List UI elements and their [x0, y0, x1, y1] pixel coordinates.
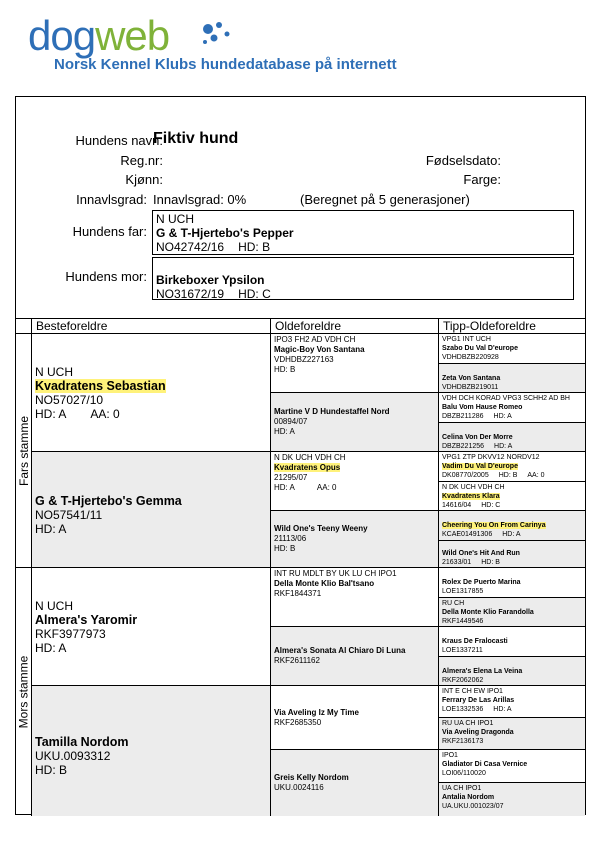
inbreeding-label: Innavlsgrad: — [76, 192, 147, 207]
header-spacer — [16, 319, 32, 334]
gggp-reg: KCAE01491306 — [442, 531, 493, 538]
regnr-label: Reg.nr: — [120, 153, 163, 168]
gggp-title: VPG1 ZTP DKVV12 NORDV12 — [442, 454, 540, 461]
gggp-hd: HD: B — [498, 472, 518, 479]
name-label: Hundens navn: — [75, 133, 163, 148]
gp-name: Tamilla Nordom — [35, 735, 129, 749]
ggp-reg: RKF2611162 — [274, 656, 320, 665]
gggp-title: VPG1 INT UCH — [442, 336, 491, 343]
gp-reg: RKF3977973 — [35, 626, 106, 641]
gggp-title: RU CH — [442, 600, 465, 607]
gggp-hd: HD: C — [481, 502, 501, 509]
gggp-reg: DBZB221256 — [442, 443, 485, 450]
gggp-name: Cheering You On From Carinya — [442, 522, 546, 529]
gggp-reg: VDHDBZB220928 — [442, 354, 499, 361]
gggp-aa: AA: 0 — [527, 472, 545, 479]
pedigree-table — [16, 318, 585, 815]
gggp-reg: LOE1317855 — [442, 588, 484, 595]
great-grandparent-3[interactable] — [271, 452, 439, 511]
ggp-name: Magic-Boy Von Santana — [274, 345, 365, 354]
gggp-name: Balu Vom Hause Romeo — [442, 404, 523, 411]
gggp-title: IPO1 — [442, 752, 458, 759]
ggp-hd: HD: B — [274, 544, 296, 553]
ggp-title: INT RU MDLT BY UK LU CH IPO1 — [274, 569, 397, 578]
ggp-reg: RKF1844371 — [274, 589, 322, 598]
gggp-reg: RKF2136173 — [442, 738, 484, 745]
logo-web: web — [95, 12, 170, 59]
mother-name: Birkeboxer Ypsilon — [156, 273, 265, 287]
gggp-reg: UA.UKU.001023/07 — [442, 803, 504, 810]
inbreeding-note: (Beregnet på 5 generasjoner) — [300, 192, 470, 207]
pedigree-document — [15, 96, 586, 815]
gggp-name: Szabo Du Val D'europe — [442, 345, 518, 352]
gggp-name: Celina Von Der Morre — [442, 434, 513, 441]
ggp-name: Via Aveling Iz My Time — [274, 707, 359, 717]
gggp-name: Wild One's Hit And Run — [442, 550, 520, 557]
gggp-title: UA CH IPO1 — [442, 785, 482, 792]
gp-name: Kvadratens Sebastian — [35, 378, 166, 393]
logo-subtitle: Norsk Kennel Klubs hundedatabase på internett — [54, 56, 397, 73]
gggp-reg: LOE1337211 — [442, 647, 483, 654]
gg-grandparent-11[interactable] — [439, 627, 585, 657]
grandparent-4[interactable] — [32, 686, 271, 816]
dog-name: Fiktiv hund — [153, 130, 239, 147]
gggp-reg: RKF2062062 — [442, 677, 484, 684]
mothers-side-label: Mors stamme — [16, 568, 32, 816]
ggp-hd: HD: B — [274, 365, 296, 374]
header-grandparents: Besteforeldre — [32, 319, 271, 334]
father-hd: HD: B — [238, 240, 271, 254]
fathers-side-label: Fars stamme — [16, 334, 32, 568]
gggp-reg: VDHDBZB219011 — [442, 384, 499, 391]
gg-grandparent-6[interactable] — [439, 482, 585, 511]
ggp-name: Wild One's Teeny Weeny — [274, 524, 368, 533]
gggp-reg: LOI06/110020 — [442, 770, 486, 777]
mother-hd: HD: C — [238, 287, 271, 301]
ggp-hd: HD: A — [274, 483, 295, 492]
gg-grandparent-5[interactable] — [439, 452, 585, 482]
mother-reg: NO31672/19 — [156, 287, 225, 301]
great-grandparent-4[interactable] — [271, 511, 439, 568]
gggp-hd: HD: A — [502, 531, 521, 538]
great-grandparent-5[interactable] — [271, 568, 439, 627]
gp-title: N UCH — [35, 598, 73, 613]
grandparent-3[interactable] — [32, 568, 271, 686]
father-reg: NO42742/16 — [156, 240, 225, 254]
great-grandparent-2[interactable] — [271, 393, 439, 452]
mother-title — [156, 259, 570, 273]
gggp-name: Zeta Von Santana — [442, 375, 501, 382]
gg-grandparent-2[interactable] — [439, 364, 585, 393]
gggp-reg: DBZB211286 — [442, 413, 484, 420]
gggp-name: Via Aveling Dragonda — [442, 729, 514, 736]
gg-grandparent-1[interactable] — [439, 334, 585, 364]
birth-label: Fødselsdato: — [425, 153, 501, 168]
gggp-name: Vadim Du Val D'europe — [442, 463, 518, 470]
gggp-reg: LOE1332536 — [442, 706, 484, 713]
gggp-name: Antalia Nordom — [442, 794, 495, 801]
gg-grandparent-10[interactable] — [439, 598, 585, 627]
great-grandparent-7[interactable] — [271, 686, 439, 750]
header-great-grandparents: Oldeforeldre — [271, 319, 439, 334]
gggp-hd: HD: A — [493, 706, 512, 713]
gggp-title: RU UA CH IPO1 — [442, 720, 494, 727]
gggp-reg: 14616/04 — [442, 502, 472, 509]
gp-reg: NO57027/10 — [35, 392, 104, 407]
gp-title: N UCH — [35, 364, 73, 379]
gggp-name: Almera's Elena La Veina — [442, 668, 523, 675]
gg-grandparent-12[interactable] — [439, 657, 585, 686]
gggp-reg: RKF1449546 — [442, 618, 484, 625]
gggp-hd: HD: A — [493, 413, 512, 420]
gg-grandparent-8[interactable] — [439, 541, 585, 568]
ggp-reg: 00894/07 — [274, 417, 308, 426]
gg-grandparent-13[interactable] — [439, 686, 585, 718]
gggp-title: VDH DCH KORAD VPG3 SCHH2 AD BH — [442, 395, 570, 402]
gggp-title: INT E CH EW IPO1 — [442, 688, 503, 695]
ggp-reg: VDHDBZ227163 — [274, 355, 334, 364]
gggp-name: Della Monte Klio Farandolla — [442, 609, 534, 616]
ggp-name: Martine V D Hundestaffel Nord — [274, 407, 390, 416]
gggp-reg: 21633/01 — [442, 559, 472, 566]
gggp-name: Kraus De Fralocasti — [442, 638, 508, 645]
great-grandparent-8[interactable] — [271, 750, 439, 816]
inbreeding-value: Innavlsgrad: 0% — [153, 192, 247, 207]
ggp-aa: AA: 0 — [316, 483, 337, 492]
father-name: G & T-Hjertebo's Pepper — [156, 226, 294, 240]
gg-grandparent-16[interactable] — [439, 783, 585, 816]
gggp-name: Kvadratens Klara — [442, 493, 500, 500]
mother-label: Hundens mor: — [65, 269, 147, 284]
ggp-name: Kvadratens Opus — [274, 463, 341, 472]
gg-grandparent-9[interactable] — [439, 568, 585, 598]
gp-reg: UKU.0093312 — [35, 749, 111, 763]
gggp-name: Rolex De Puerto Marina — [442, 579, 521, 586]
gp-aa: AA: 0 — [90, 406, 120, 421]
gg-grandparent-7[interactable] — [439, 511, 585, 541]
sex-label: Kjønn: — [125, 172, 163, 187]
ggp-reg: 21113/06 — [274, 534, 307, 543]
gp-hd: HD: A — [35, 521, 67, 536]
great-grandparent-1[interactable] — [271, 334, 439, 393]
ggp-title: IPO3 FH2 AD VDH CH — [274, 335, 356, 344]
logo-wordmark — [28, 14, 169, 58]
gp-reg: NO57541/11 — [35, 507, 103, 522]
ggp-reg: RKF2685350 — [274, 717, 322, 727]
gggp-hd: HD: B — [481, 559, 500, 566]
ggp-name: Almera's Sonata Al Chiaro Di Luna — [274, 646, 406, 655]
father-box[interactable] — [152, 210, 574, 255]
gg-grandparent-15[interactable] — [439, 750, 585, 783]
gg-grandparent-4[interactable] — [439, 423, 585, 452]
ggp-reg: 21295/07 — [274, 473, 308, 482]
ggp-name: Della Monte Klio Bal'tsano — [274, 579, 375, 588]
gggp-reg: DK08770/2005 — [442, 472, 489, 479]
gggp-hd: HD: A — [494, 443, 513, 450]
header-great-great-grandparents: Tipp-Oldeforeldre — [439, 319, 585, 334]
gp-hd: HD: A — [35, 640, 67, 655]
grandparent-1[interactable] — [32, 334, 271, 452]
gggp-name: Ferrary De Las Arillas — [442, 697, 515, 704]
great-grandparent-6[interactable] — [271, 627, 439, 686]
gp-name: Almera's Yaromir — [35, 612, 138, 627]
father-label: Hundens far: — [72, 224, 147, 239]
color-label: Farge: — [463, 172, 501, 187]
father-title: N UCH — [156, 212, 194, 226]
gg-grandparent-3[interactable] — [439, 393, 585, 423]
gggp-title: N DK UCH VDH CH — [442, 484, 505, 491]
ggp-name: Greis Kelly Nordom — [274, 773, 349, 782]
gp-hd: HD: B — [35, 763, 68, 777]
gp-hd: HD: A — [35, 406, 67, 421]
gggp-name: Gladiator Di Casa Vernice — [442, 761, 528, 768]
mother-box[interactable] — [152, 257, 574, 300]
grandparent-2[interactable] — [32, 452, 271, 568]
gg-grandparent-14[interactable] — [439, 718, 585, 750]
paw-dots-icon — [200, 20, 240, 50]
gp-name: G & T-Hjertebo's Gemma — [35, 493, 182, 508]
logo — [28, 14, 448, 74]
logo-dog: dog — [28, 12, 96, 59]
ggp-reg: UKU.0024116 — [274, 783, 324, 792]
ggp-hd: HD: A — [274, 427, 295, 436]
ggp-title: N DK UCH VDH CH — [274, 453, 346, 462]
